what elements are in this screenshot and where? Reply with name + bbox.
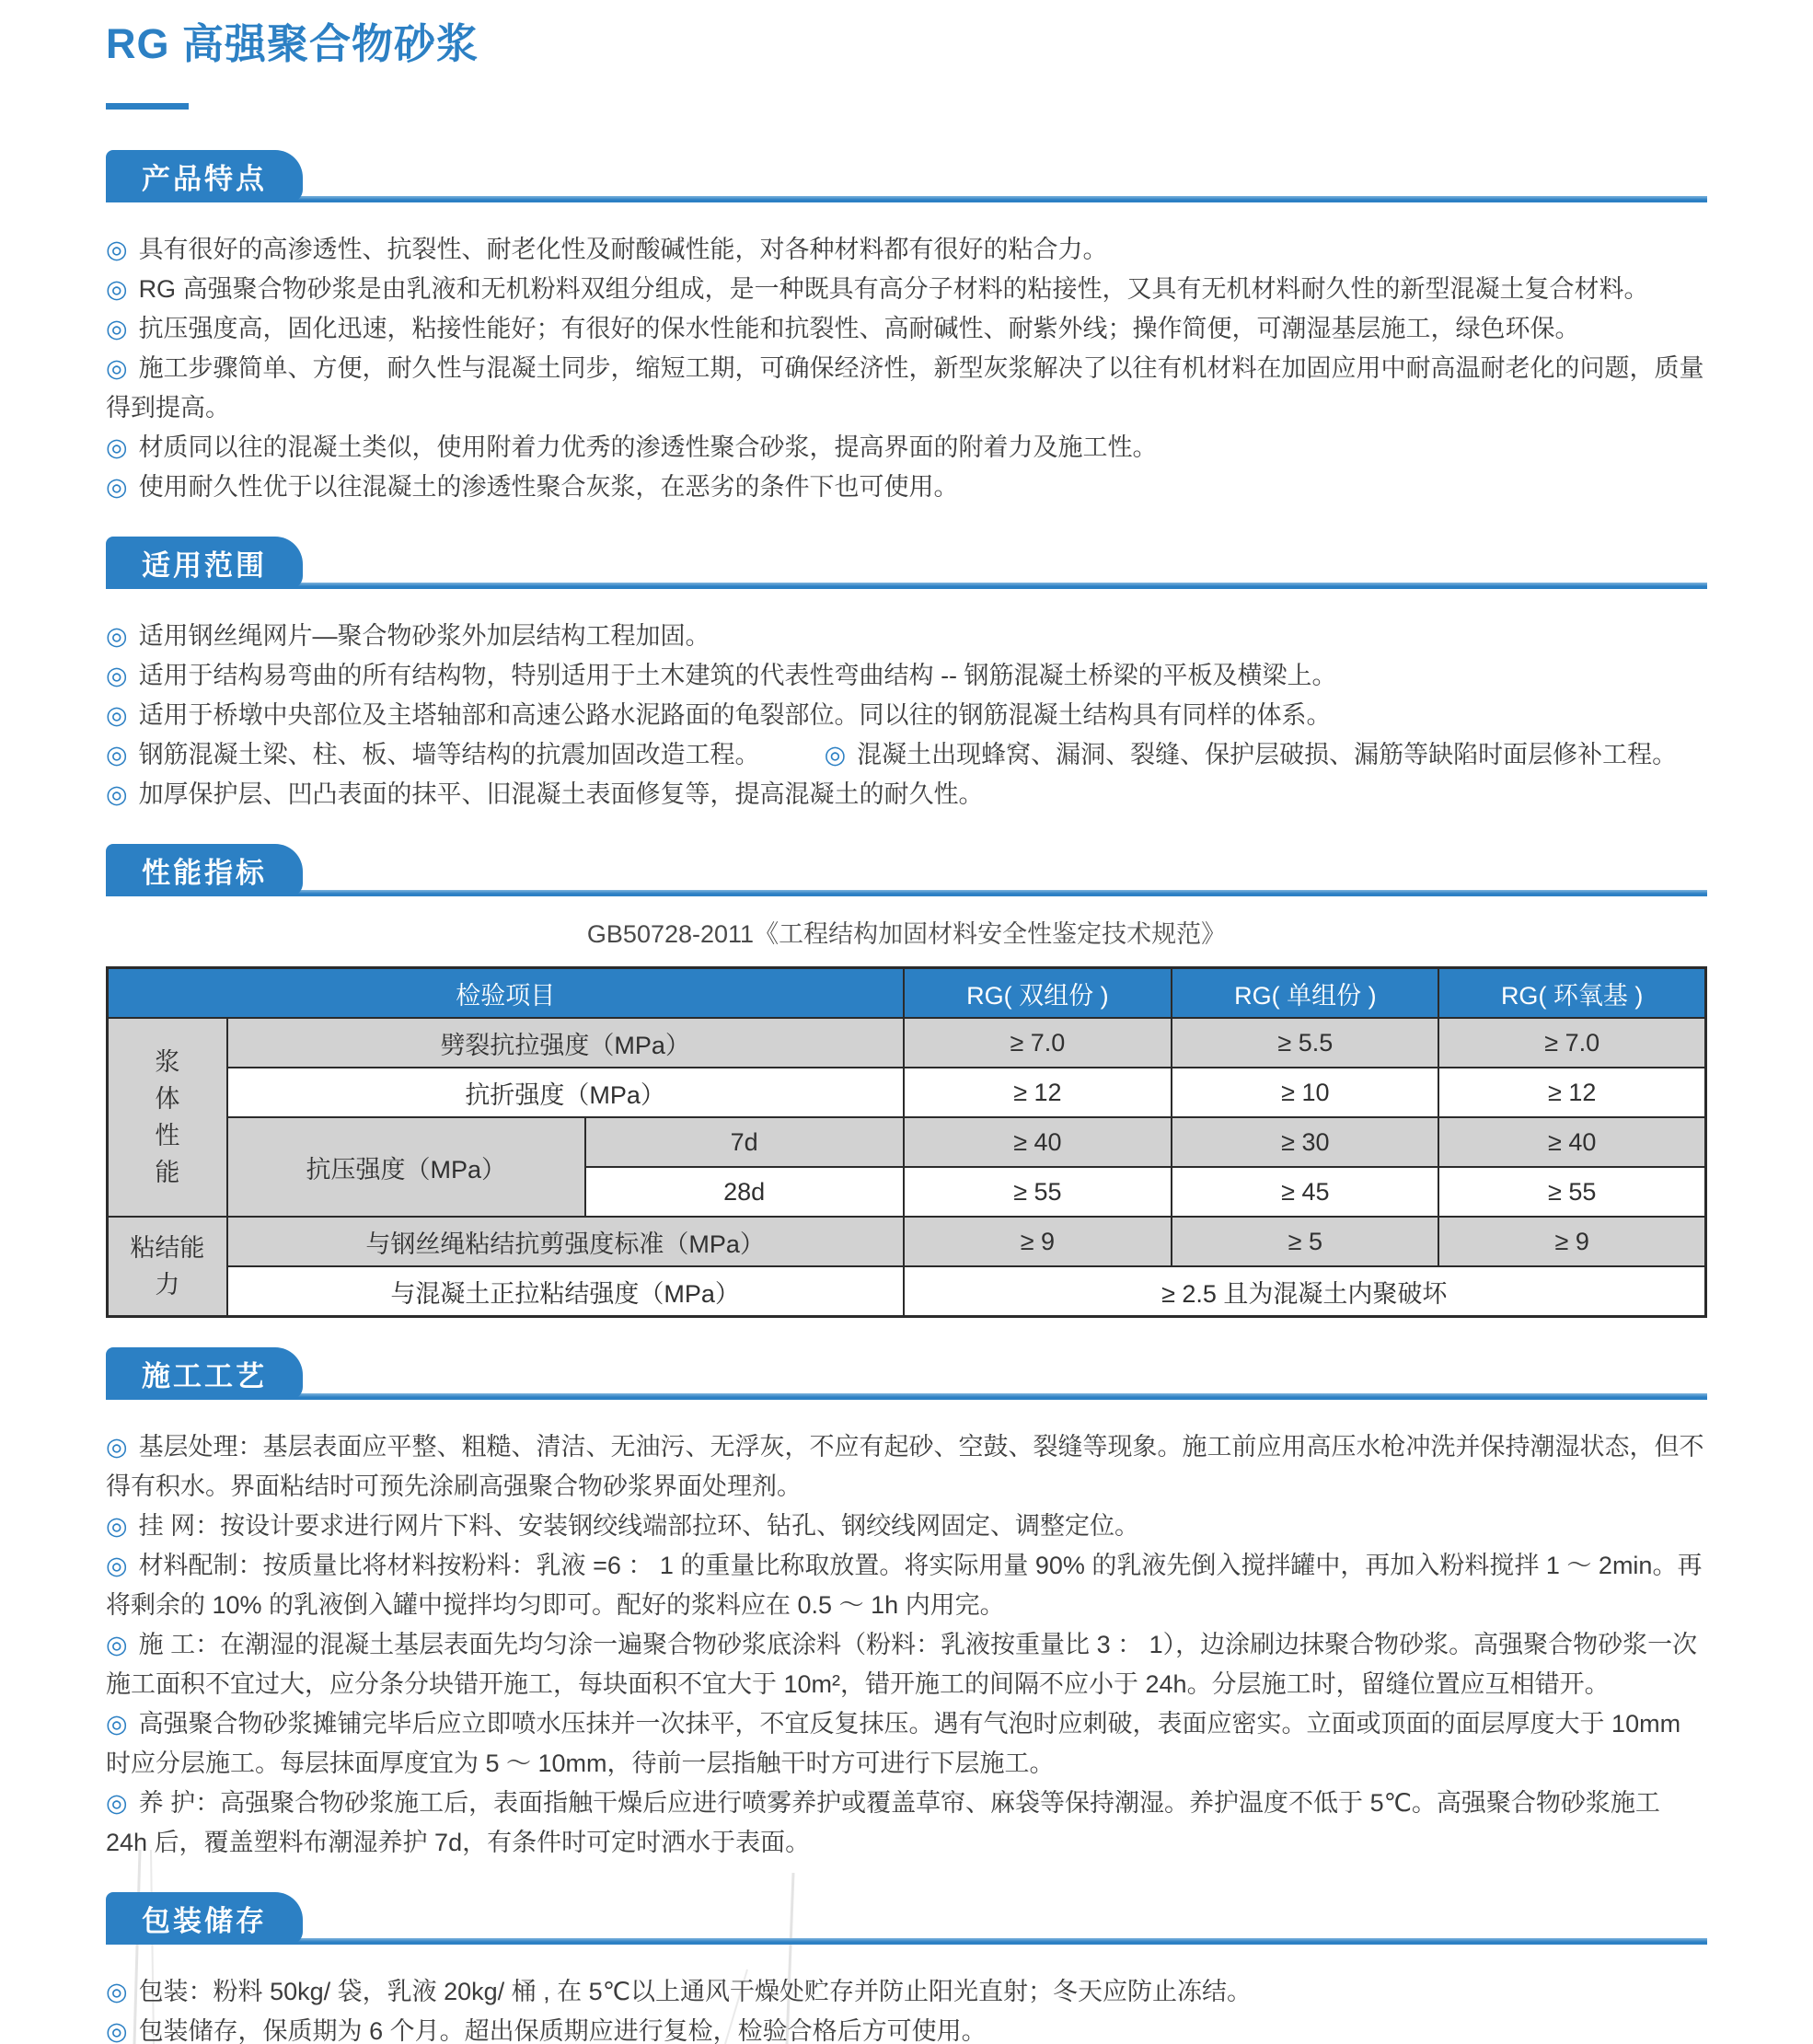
section-head xyxy=(106,150,1707,202)
bullet-text: 适用钢丝绳网片—聚合物砂浆外加层结构工程加固。 xyxy=(138,622,710,650)
bullet-marker-icon: ◎ xyxy=(106,741,128,768)
bullet-text: 抗压强度高，固化迅速，粘接性能好；有很好的保水性能和抗裂性、高耐碱性、耐紫外线；操作简便，可潮湿基层施工，绿色环保。 xyxy=(138,315,1580,342)
bullet-row xyxy=(106,1784,1707,1863)
bullet-list xyxy=(106,617,1707,814)
section-process xyxy=(106,1347,1707,1863)
section-heading-text: 包装储存 xyxy=(142,1905,267,1937)
bullet-item xyxy=(106,622,710,650)
table-row xyxy=(108,1117,1706,1167)
table-sub-cell: 7d xyxy=(585,1117,904,1167)
table-name-cell: 抗折强度（MPa） xyxy=(227,1068,904,1117)
bullet-text: 材质同以往的混凝土类似，使用附着力优秀的渗透性聚合砂浆，提高界面的附着力及施工性。 xyxy=(138,433,1158,461)
bullet-marker-icon: ◎ xyxy=(106,1552,128,1579)
bullet-marker-icon: ◎ xyxy=(106,780,128,808)
bullet-item xyxy=(106,1631,1697,1698)
section-heading-text: 施工工艺 xyxy=(142,1360,267,1392)
performance-table xyxy=(106,966,1707,1318)
section-heading-badge xyxy=(106,537,303,589)
table-name-cell: 抗压强度（MPa） xyxy=(227,1117,585,1217)
page-title: RG 高强聚合物砂浆 xyxy=(106,20,479,67)
bullet-item xyxy=(106,315,1580,342)
table-value-cell: ≥ 7.0 xyxy=(1438,1018,1705,1068)
bullet-item xyxy=(106,236,1108,263)
table-group-cell: 浆 体 性 能 xyxy=(108,1018,227,1217)
bullet-marker-icon: ◎ xyxy=(106,1789,128,1817)
bullet-marker-icon: ◎ xyxy=(106,2017,128,2044)
section-heading-badge xyxy=(106,1892,303,1945)
table-value-cell: ≥ 40 xyxy=(1438,1117,1705,1167)
table-value-cell: ≥ 55 xyxy=(1438,1167,1705,1217)
section-rule xyxy=(106,1938,1707,1945)
bullet-text: 混凝土出现蜂窝、漏洞、裂缝、保护层破损、漏筋等缺陷时面层修补工程。 xyxy=(857,741,1678,768)
table-name-cell: 与混凝土正拉粘结强度（MPa） xyxy=(227,1266,904,1317)
table-header-cell: RG( 单组份 ) xyxy=(1172,968,1438,1019)
bullet-list xyxy=(106,230,1707,507)
table-value-cell: ≥ 9 xyxy=(1438,1217,1705,1266)
title-underline xyxy=(106,103,189,110)
bullet-row xyxy=(106,656,1707,696)
table-row xyxy=(108,1018,1706,1068)
table-value-cell: ≥ 12 xyxy=(904,1068,1172,1117)
table-value-cell: ≥ 40 xyxy=(904,1117,1172,1167)
bullet-text: 加厚保护层、凹凸表面的抹平、旧混凝土表面修复等，提高混凝土的耐久性。 xyxy=(138,780,984,808)
bullet-text: 包装：粉料 50kg/ 袋，乳液 20kg/ 桶 , 在 5℃以上通风干燥处贮存并防止阳光直射；冬天应防止冻结。 xyxy=(138,1978,1253,2005)
bullet-marker-icon: ◎ xyxy=(106,1631,128,1658)
section-rule xyxy=(106,890,1707,896)
bullet-marker-icon: ◎ xyxy=(106,1512,128,1540)
bullet-marker-icon: ◎ xyxy=(106,236,128,263)
bullet-item xyxy=(106,1710,1680,1777)
bullet-text: 适用于桥墩中央部位及主塔轴部和高速公路水泥路面的龟裂部位。同以往的钢筋混凝土结构具有同样的体系。 xyxy=(138,701,1332,729)
bullet-row xyxy=(106,735,1707,775)
section-head xyxy=(106,1347,1707,1400)
bullet-marker-icon: ◎ xyxy=(824,741,847,768)
bullet-item xyxy=(106,741,760,768)
bullet-marker-icon: ◎ xyxy=(106,315,128,342)
bullet-row xyxy=(106,309,1707,349)
bullet-row xyxy=(106,775,1707,814)
table-value-cell: ≥ 10 xyxy=(1172,1068,1438,1117)
bullet-marker-icon: ◎ xyxy=(106,662,128,689)
bullet-row xyxy=(106,349,1707,428)
bullet-list xyxy=(106,1427,1707,1863)
bullet-marker-icon: ◎ xyxy=(106,701,128,729)
table-row xyxy=(108,1068,1706,1117)
bullet-row xyxy=(106,270,1707,309)
bullet-row xyxy=(106,2012,1707,2044)
table-group-cell: 粘结能 力 xyxy=(108,1217,227,1317)
table-value-cell: ≥ 55 xyxy=(904,1167,1172,1217)
section-rule xyxy=(106,583,1707,589)
bullet-text: RG 高强聚合物砂浆是由乳液和无机粉料双组分组成，是一种既具有高分子材料的粘接性，又具有无机材料耐久性的新型混凝土复合材料。 xyxy=(138,275,1649,303)
table-sub-cell: 28d xyxy=(585,1167,904,1217)
bullet-marker-icon: ◎ xyxy=(106,1433,128,1461)
table-merged-value-cell: ≥ 2.5 且为混凝土内聚破坏 xyxy=(904,1266,1706,1317)
section-heading-badge xyxy=(106,844,303,896)
bullet-text: 钢筋混凝土梁、柱、板、墙等结构的抗震加固改造工程。 xyxy=(138,741,760,768)
table-value-cell: ≥ 5.5 xyxy=(1172,1018,1438,1068)
table-value-cell: ≥ 45 xyxy=(1172,1167,1438,1217)
section-head xyxy=(106,1892,1707,1945)
bullet-marker-icon: ◎ xyxy=(106,354,128,382)
bullet-row xyxy=(106,1625,1707,1704)
section-packaging xyxy=(106,1892,1707,2044)
table-value-cell: ≥ 5 xyxy=(1172,1217,1438,1266)
section-performance xyxy=(106,844,1707,1318)
bullet-row xyxy=(106,468,1707,507)
table-name-cell: 劈裂抗拉强度（MPa） xyxy=(227,1018,904,1068)
bullet-row xyxy=(106,1704,1707,1784)
section-heading-text: 产品特点 xyxy=(142,163,267,195)
bullet-row xyxy=(106,617,1707,656)
bullet-row xyxy=(106,1507,1707,1546)
bullet-text: 挂 网：按设计要求进行网片下料、安装钢绞线端部拉环、钻孔、钢绞线网固定、调整定位。 xyxy=(138,1512,1140,1540)
bullet-text: 基层处理：基层表面应平整、粗糙、清洁、无油污、无浮灰，不应有起砂、空鼓、裂缝等现象。施工前应用高压水枪冲洗并保持潮湿状态，但不得有积水。界面粘结时可预先涂刷高强聚合物砂浆界面处理剂。 xyxy=(106,1433,1704,1500)
table-value-cell: ≥ 30 xyxy=(1172,1117,1438,1167)
bullet-row xyxy=(106,428,1707,468)
section-scope xyxy=(106,537,1707,814)
bullet-text: 养 护：高强聚合物砂浆施工后，表面指触干燥后应进行喷雾养护或覆盖草帘、麻袋等保持潮湿。养护温度不低于 5℃。高强聚合物砂浆施工 24h 后，覆盖塑料布潮湿养护 7d，有条件时可定时洒水于表面。 xyxy=(106,1789,1660,1856)
bullet-marker-icon: ◎ xyxy=(106,433,128,461)
section-heading-text: 性能指标 xyxy=(142,857,267,889)
bullet-item xyxy=(106,780,984,808)
bullet-marker-icon: ◎ xyxy=(106,1978,128,2005)
bullet-text: 包装储存，保质期为 6 个月。超出保质期应进行复检，检验合格后方可使用。 xyxy=(138,2017,987,2044)
bullet-item xyxy=(106,1789,1660,1856)
section-head xyxy=(106,537,1707,589)
section-heading-badge xyxy=(106,1347,303,1400)
bullet-text: 材料配制：按质量比将材料按粉料：乳液 =6 ： 1 的重量比称取放置。将实际用量 90% 的乳液先倒入搅拌罐中，再加入粉料搅拌 1 ～ 2min。再将剩余的 10% 的乳液倒入罐中搅拌均匀即可。配好的浆料应在 0.5 ～ 1h 内用完。 xyxy=(106,1552,1703,1619)
bullet-item xyxy=(106,1552,1702,1619)
table-value-cell: ≥ 9 xyxy=(904,1217,1172,1266)
bullet-text: 具有很好的高渗透性、抗裂性、耐老化性及耐酸碱性能，对各种材料都有很好的粘合力。 xyxy=(138,236,1108,263)
bullet-item xyxy=(106,701,1332,729)
bullet-item xyxy=(106,2017,987,2044)
bullet-row xyxy=(106,696,1707,735)
table-header-cell: RG( 环氧基 ) xyxy=(1438,968,1705,1019)
bullet-text: 高强聚合物砂浆摊铺完毕后应立即喷水压抹并一次抹平，不宜反复抹压。遇有气泡时应刺破，表面应密实。立面或顶面的面层厚度大于 10mm 时应分层施工。每层抹面厚度宜为 5 ～ 10mm，待前一层指触干时方可进行下层施工。 xyxy=(106,1710,1681,1777)
table-value-cell: ≥ 7.0 xyxy=(904,1018,1172,1068)
section-heading-text: 适用范围 xyxy=(142,549,267,582)
bullet-marker-icon: ◎ xyxy=(106,473,128,501)
bullet-item xyxy=(106,433,1158,461)
bullet-list xyxy=(106,1972,1707,2044)
bullet-marker-icon: ◎ xyxy=(106,1710,128,1738)
section-rule xyxy=(106,196,1707,202)
bullet-item xyxy=(106,275,1649,303)
table-value-cell: ≥ 12 xyxy=(1438,1068,1705,1117)
bullet-row xyxy=(106,1972,1707,2012)
bullet-row xyxy=(106,230,1707,270)
table-row xyxy=(108,1266,1706,1317)
bullet-item xyxy=(106,473,959,501)
bullet-text: 施工步骤简单、方便，耐久性与混凝土同步，缩短工期，可确保经济性，新型灰浆解决了以往有机材料在加固应用中耐高温耐老化的问题，质量得到提高。 xyxy=(106,354,1704,422)
table-header-cell: 检验项目 xyxy=(108,968,904,1019)
bullet-item xyxy=(106,662,1337,689)
standard-caption: GB50728-2011《工程结构加固材料安全性鉴定技术规范》 xyxy=(586,920,1227,948)
bullet-row xyxy=(106,1546,1707,1625)
bullet-item xyxy=(106,1433,1704,1500)
bullet-text: 使用耐久性优于以往混凝土的渗透性聚合灰浆，在恶劣的条件下也可使用。 xyxy=(138,473,959,501)
bullet-row xyxy=(106,1427,1707,1507)
section-features xyxy=(106,150,1707,507)
table-name-cell: 与钢丝绳粘结抗剪强度标准（MPa） xyxy=(227,1217,904,1266)
bullet-marker-icon: ◎ xyxy=(106,622,128,650)
bullet-marker-icon: ◎ xyxy=(106,275,128,303)
bullet-item xyxy=(106,1512,1139,1540)
bullet-item xyxy=(825,741,1678,768)
section-head xyxy=(106,844,1707,896)
bullet-text: 施 工：在潮湿的混凝土基层表面先均匀涂一遍聚合物砂浆底涂料（粉料：乳液按重量比 3 ： 1），边涂刷边抹聚合物砂浆。高强聚合物砂浆一次施工面积不宜过大，应分条分块错开施工，每块面积不宜大于 10m²，错开施工的间隔不应小于 24h。分层施工时，留缝位置应互相错开。 xyxy=(106,1631,1698,1698)
table-header-cell: RG( 双组份 ) xyxy=(904,968,1172,1019)
bullet-item xyxy=(106,1978,1252,2005)
section-rule xyxy=(106,1393,1707,1400)
bullet-item xyxy=(106,354,1704,422)
bullet-text: 适用于结构易弯曲的所有结构物，特别适用于土木建筑的代表性弯曲结构 -- 钢筋混凝土桥梁的平板及横梁上。 xyxy=(138,662,1337,689)
section-heading-badge xyxy=(106,150,303,202)
table-row xyxy=(108,1217,1706,1266)
